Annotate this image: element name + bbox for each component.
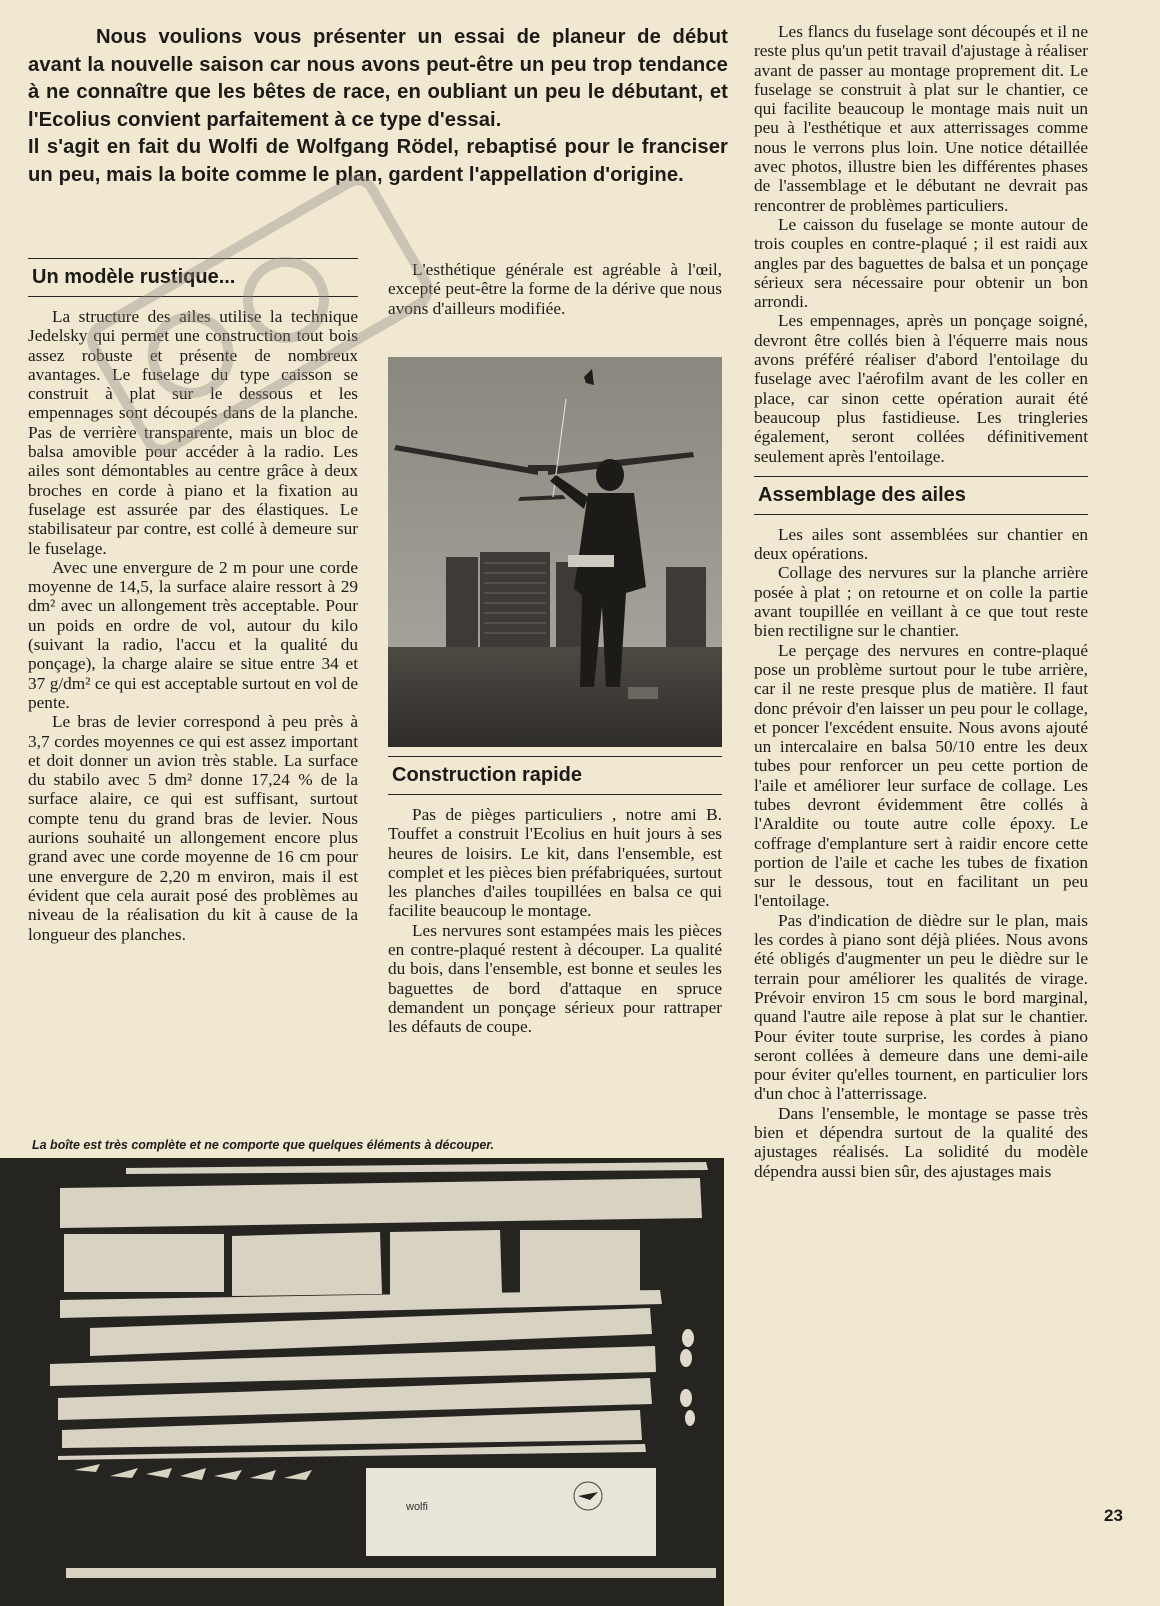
body-paragraph: Dans l'ensemble, le montage se passe très bien et dépendra surtout de la qualité des ajustages réalisés. La solidité du modèle dépendra aussi bien sûr, des ajustages mais — [754, 1103, 1088, 1181]
section-heading: Assemblage des ailes — [754, 476, 1088, 515]
kit-parts-photo — [0, 1158, 724, 1606]
flying-photo — [388, 357, 722, 747]
intro-block — [28, 24, 728, 190]
column-left — [28, 258, 358, 944]
body-paragraph: Avec une envergure de 2 m pour une corde moyenne de 14,5, la surface alaire ressort à 29 dm² avec un allongement très acceptable. Pour un poids en ordre de vol, autour du kilo (suivant la radio, l'accu et la qualité du ponçage), la charge alaire se situe entre 34 et 37 g/dm² ce qui est acceptable surtout en vol de pente. — [28, 557, 358, 712]
body-paragraph: Le bras de levier correspond à peu près à 3,7 cordes moyennes ce qui est assez important et doit donner un avion très stable. La surface du stabilo avec 5 dm² donne 17,24 % de la surface alaire, ce qui est suffisant, surtout compte tenu du grand bras de levier. Nous aurions souhaité un allongement encore plus grand avec une corde moyenne de 16 cm pour une envergure de 2,20 m environ, mais il est évident que cela aurait posé des problèmes au niveau de la réalisation du kit à cause de la longueur des planches. — [28, 712, 358, 944]
body-paragraph: La structure des ailes utilise la technique Jedelsky qui permet une construction tout bois assez robuste et présente de nombreux avantages. Le fuselage du type caisson se construit à plat sur le dessous et les empennages sont découpés dans de la planche. Pas de verrière transparente, mais un bloc de balsa amovible pour accéder à la radio. Les ailes sont démontables au centre grâce à deux broches en corde à piano et la fixation au fuselage est assurée par des élastiques. Le stabilisateur par contre, est collé à demeure sur le fuselage. — [28, 307, 358, 558]
column-right — [754, 22, 1088, 1181]
body-paragraph: Collage des nervures sur la planche arrière posée à plat ; on retourne et on colle la partie avant toupillée en veillant à ce que tout reste bien rectiligne sur le chantier. — [754, 563, 1088, 641]
kit-photo — [0, 1158, 724, 1606]
plan-sheet — [366, 1468, 656, 1556]
plan-label: wolfi — [406, 1501, 429, 1513]
body-paragraph: Les empennages, après un ponçage soigné, devront être collés bien à l'équerre mais nous avons préféré réaliser d'abord l'entoilage du fuselage avec l'aérofilm avant de les coller en place, car sinon cette opération aurait été beaucoup plus fastidieuse. Les tringleries également, seront collées définitivement seulement après l'entoilage. — [754, 311, 1088, 466]
photo-caption: La boîte est très complète et ne comporte que quelques éléments à découper. — [32, 1138, 494, 1152]
intro-paragraph: Nous voulions vous présenter un essai de planeur de début avant la nouvelle saison car nous avons peut-être un peu trop tendance à ne connaître que les bêtes de race, en oubliant un peu le débutant, et l'Ecolius convient parfaitement à ce type d'essai. — [28, 26, 728, 131]
body-paragraph: Les flancs du fuselage sont découpés et il ne reste plus qu'un petit travail d'ajustage à réaliser avant de passer au montage proprement dit. Le fuselage se construit à plat sur le chantier, ce qui facilite beaucoup le montage mais nuit un peu à l'esthétique et aux atterrissages comme nous le verrons plus loin. Une notice détaillée avec photos, illustre bien les différentes phases de l'assemblage et le débutant ne devrait pas rencontrer de problèmes particuliers. — [754, 22, 1088, 215]
column-middle-lower — [388, 756, 722, 1037]
column-middle — [388, 260, 722, 318]
body-paragraph: Pas de pièges particuliers , notre ami B. Touffet a construit l'Ecolius en huit jours à ses heures de loisirs. Le kit, dans l'ensemble, est complet et les pièces bien préfabriquées, surtout les planches d'ailes toupillées en balsa ce qui facilite beaucoup le montage. — [388, 805, 722, 921]
body-paragraph: Les nervures sont estampées mais les pièces en contre-plaqué restent à découper. La qualité du bois, dans l'ensemble, est bonne et seules les baguettes de bord d'attaque en spruce demandent un ponçage sérieux pour rattraper les défauts de coupe. — [388, 920, 722, 1037]
body-paragraph: Le caisson du fuselage se monte autour de trois couples en contre-plaqué ; il est raidi aux angles par des baguettes de balsa et un ponçage sérieux sera nécessaire pour obtenir un bon arrondi. — [754, 214, 1088, 312]
page-number: 23 — [1104, 1506, 1123, 1525]
section-heading: Construction rapide — [388, 756, 722, 795]
body-paragraph: Le perçage des nervures en contre-plaqué pose un problème surtout pour le tube arrière, car il ne reste presque plus de matière. Il faut donc prévoir d'en laisser un peu pour le collage, et poncer l'excédent ensuite. Nous avons ajouté un intercalaire en balsa 50/10 entre les deux tubes pour renforcer un peu cette portion de l'aile et améliorer leur surface de collage. Les tubes devront évidemment être collés à l'Araldite ou toute autre colle époxy. Le coffrage d'emplanture sert à raidir encore cette portion de l'aile et cache les tubes de fixation sur le dessous, tout en facilitant un peu l'entoilage. — [754, 640, 1088, 911]
body-paragraph: Les ailes sont assemblées sur chantier en deux opérations. — [754, 524, 1088, 564]
pilot-launch-photo — [388, 357, 722, 747]
body-paragraph: L'esthétique générale est agréable à l'œil, excepté peut-être la forme de la dérive que nous avons d'ailleurs modifiée. — [388, 260, 722, 318]
section-heading: Un modèle rustique... — [28, 258, 358, 297]
body-paragraph: Pas d'indication de dièdre sur le plan, mais les cordes à piano sont déjà pliées. Nous avons été obligés d'augmenter un peu le dièdre sur le terrain pour améliorer les qualités de virage. Prévoir environ 15 cm sous le bord marginal, quand l'autre aile repose à plat sur le chantier. Pour éviter toute surprise, les cordes à piano seront collées à demeure dans une demi-aile pour éviter qu'elles tournent, en particulier lors d'un choc à l'atterrissage. — [754, 910, 1088, 1104]
intro-paragraph: Il s'agit en fait du Wolfi de Wolfgang Rödel, rebaptisé pour le franciser un peu, mais la boite comme le plan, gardent l'appellation d'origine. — [28, 136, 728, 186]
